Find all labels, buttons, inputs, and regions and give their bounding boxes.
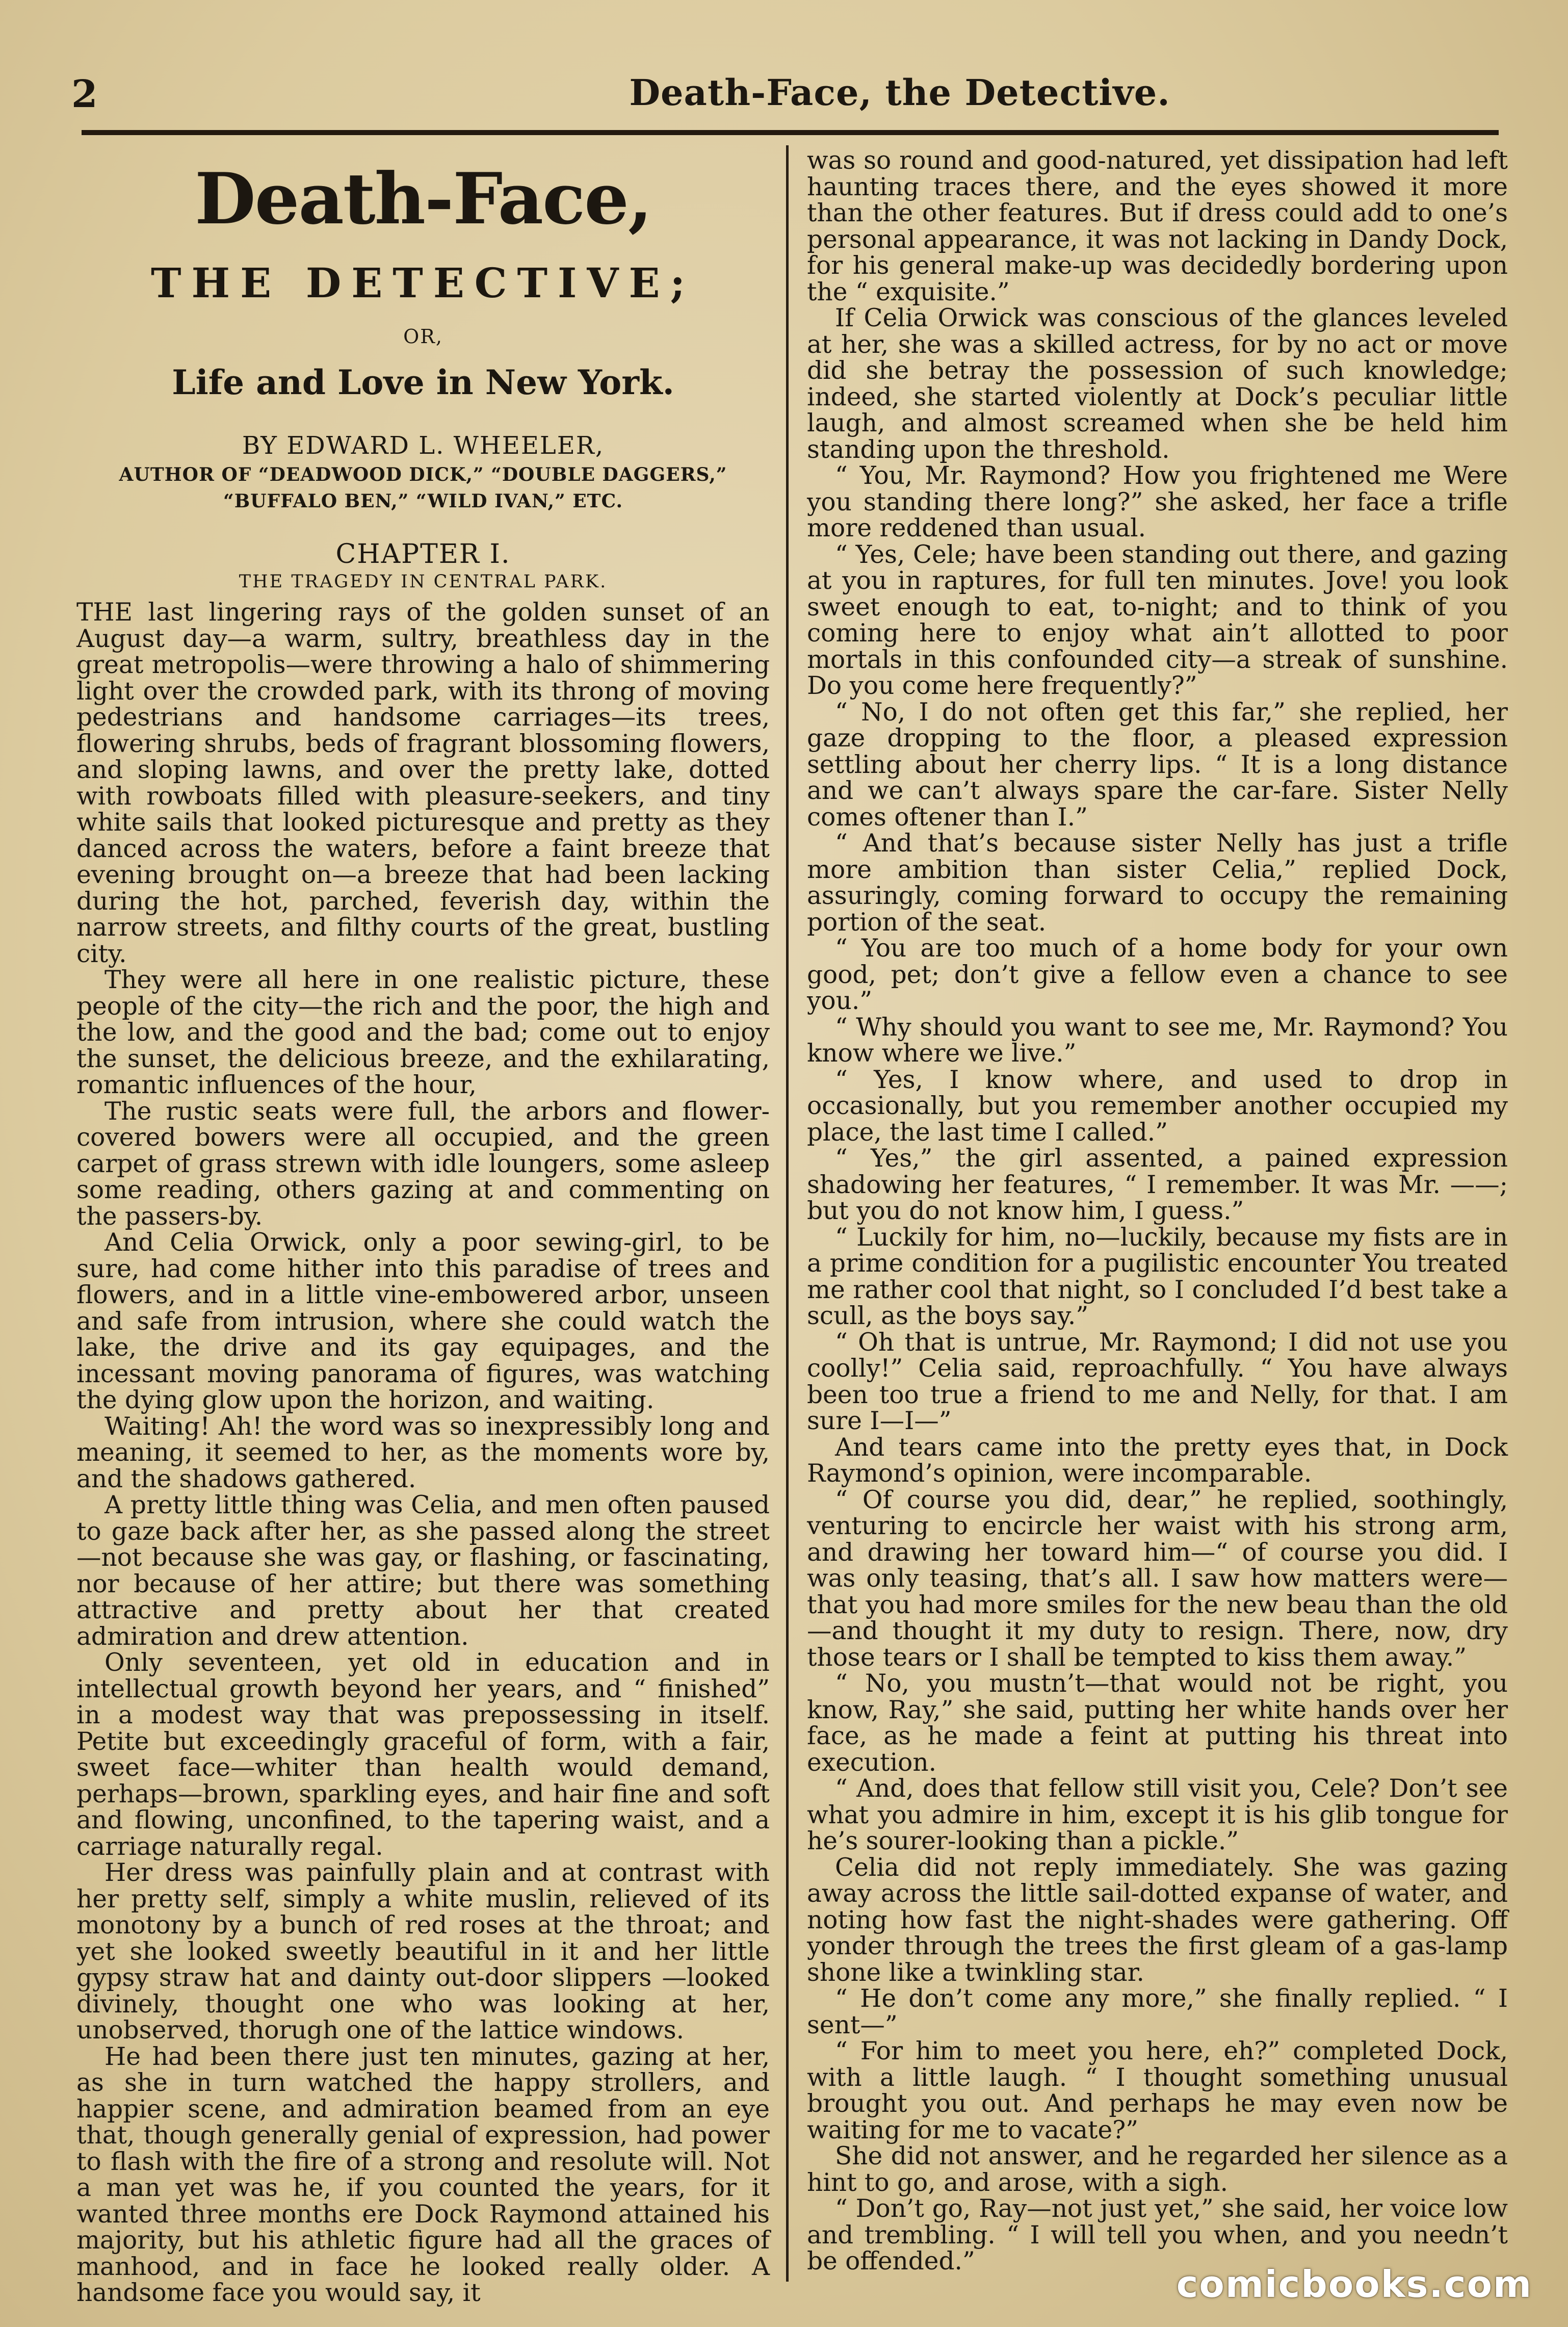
paragraph: “ Luckily for him, no—luckily, because my fists are in a prime condition for a pugilistic encounter You treated me rather cool that night, so I concluded I’d best take a scull, as the boys say.”	[807, 1223, 1508, 1330]
paragraph: “ Of course you did, dear,” he replied, soothingly, venturing to encircle her waist with his strong arm, and drawing her toward him—“ of course you did. I was only teasing, that’s all. I saw how matters were—that you had more smiles for the new beau than the old—and thought it my duty to resign. There, now, dry those tears or I shall be tempted to kiss them away.”	[807, 1485, 1508, 1672]
paragraph: THE last lingering rays of the golden sunset of an August day—a warm, sultry, breathless day in the great metropolis—were throwing a halo of shimmering light over the crowded park, with its throng of moving pedestrians and handsome carriages—its trees, flowering shrubs, beds of fragrant blossoming flowers, and sloping lawns, and over the pretty lake, dotted with rowboats filled with pleasure-seekers, and tiny white sails that looked picturesque and pretty as they danced across the waters, before a faint breeze that evening brought on—a breeze that had been lacking during the hot, parched, feverish day, within the narrow streets, and filthy courts of the great, bustling city.	[76, 598, 770, 968]
paragraph: He had been there just ten minutes, gazing at her, as she in turn watched the happy strollers, and happier scene, and admiration beamed from an eye that, though generally genial of expression, had power to flash with the fire of a strong and resolute will. Not a man yet was he, if you counted the years, for it wanted three months ere Dock Raymond attained his majority, but his athletic figure had all the graces of manhood, and in face he looked really older. A handsome face you would say, it	[76, 2042, 770, 2307]
author-of-line-2: “BUFFALO BEN,” “WILD IVAN,” ETC.	[223, 490, 623, 512]
story-subtitle: THE DETECTIVE;	[150, 259, 695, 307]
story-title: Death-Face,	[195, 157, 651, 240]
paragraph: And tears came into the pretty eyes that, in Dock Raymond’s opinion, were incomparable.	[807, 1433, 1508, 1488]
paragraph: They were all here in one realistic picture, these people of the city—the rich and the poor, the high and the low, and the good and the bad; come out to enjoy the sunset, the delicious breeze, and the exhilarating, romantic influences of the hour,	[76, 966, 770, 1099]
paragraph: And Celia Orwick, only a poor sewing-girl, to be sure, had come hither into this paradise of trees and flowers, and in a little vine-embowered arbor, unseen and safe from intrusion, where she could watch the lake, the drive and its gay equipages, and the incessant moving panorama of figures, was watching the dying glow upon the horizon, and waiting.	[76, 1228, 770, 1414]
page-number: 2	[71, 72, 98, 116]
paragraph: “ You, Mr. Raymond? How you frightened me Were you standing there long?” she asked, her face a trifle more reddened than usual.	[807, 461, 1508, 542]
paragraph: “ Why should you want to see me, Mr. Raymond? You know where we live.”	[807, 1013, 1508, 1068]
paragraph: If Celia Orwick was conscious of the glances leveled at her, she was a skilled actress, for by no act or move did she betray the possession of such knowledge; indeed, she started violently at Dock’s peculiar little laugh, and almost screamed when she be held him standing upon the threshold.	[807, 304, 1508, 464]
paragraph: “ And, does that fellow still visit you, Cele? Don’t see what you admire in him, except it is his glib tongue for he’s sourer-looking than a pickle.”	[807, 1774, 1508, 1855]
column-divider	[786, 145, 789, 2282]
paragraph: A pretty little thing was Celia, and men often paused to gaze back after her, as she passed along the street—not because she was gay, or flashing, or fascinating, nor because of her attire; but there was something attractive and pretty about her that created admiration and drew attention.	[76, 1491, 770, 1651]
header-rule	[82, 130, 1499, 135]
paragraph: Only seventeen, yet old in education and in intellectual growth beyond her years, and “ finished” in a modest way that was prepossessing in itself. Petite but exceedingly graceful of form, with a fair, sweet face—whiter than health would demand, perhaps—brown, sparkling eyes, and hair fine and soft and flowing, unconfined, to the tapering waist, and a carriage naturally regal.	[76, 1648, 770, 1861]
paragraph: “ You are too much of a home body for your own good, pet; don’t give a fellow even a chance to see you.”	[807, 934, 1508, 1015]
paragraph: “ He don’t come any more,” she finally replied. “ I sent—”	[807, 1984, 1508, 2039]
paragraph: “ And that’s because sister Nelly has just a trifle more ambition than sister Celia,” replied Dock, assuringly, coming forward to occupy the remaining portion of the seat.	[807, 829, 1508, 937]
paragraph: Celia did not reply immediately. She was gazing away across the little sail-dotted expanse of water, and noting how fast the night-shades were gathering. Off yonder through the trees the first gleam of a gas-lamp shone like a twinkling star.	[807, 1853, 1508, 1987]
paragraph: Her dress was painfully plain and at contrast with her pretty self, simply a white muslin, relieved of its monotony by a bunch of red roses at the throat; and yet she looked sweetly beautiful in it and her little gypsy straw hat and dainty out-door slippers —looked divinely, thought one who was looking at her, unobserved, thorugh one of the lattice windows.	[76, 1858, 770, 2045]
paragraph: “ For him to meet you here, eh?” completed Dock, with a little laugh. “ I thought something unusual brought you out. And perhaps he may even now be waiting for me to vacate?”	[807, 2037, 1508, 2144]
paragraph: “ No, you mustn’t—that would not be right, you know, Ray,” she said, putting her white hands over her face, as he made a feint at putting his threat into execution.	[807, 1669, 1508, 1777]
page-header	[66, 66, 1509, 122]
paragraph: “ Yes, I know where, and used to drop in occasionally, but you remember another occupied my place, the last time I called.”	[807, 1065, 1508, 1147]
chapter-heading: CHAPTER I.	[335, 539, 511, 570]
paragraph: “ Oh that is untrue, Mr. Raymond; I did not use you coolly!” Celia said, reproachfully. “ You have always been too true a friend to me and Nelly, for that. I am sure I—I—”	[807, 1328, 1508, 1435]
paragraph: The rustic seats were full, the arbors and flower-covered bowers were all occupied, and the green carpet of grass strewn with idle loungers, some asleep some reading, others gazing at and commenting on the passers-by.	[76, 1097, 770, 1231]
site-watermark: comicbooks.com	[1176, 2263, 1532, 2306]
paragraph: “ Yes,” the girl assented, a pained expression shadowing her features, “ I remember. It was Mr. ——; but you do not know him, I guess.”	[807, 1144, 1508, 1225]
paragraph: Waiting! Ah! the word was so inexpressibly long and meaning, it seemed to her, as the moments wore by, and the shadows gathered.	[76, 1412, 770, 1493]
alternate-title: Life and Love in New York.	[172, 363, 674, 402]
author-of-line-1: AUTHOR OF “DEADWOOD DICK,” “DOUBLE DAGGERS,”	[119, 464, 727, 485]
paragraph: was so round and good-natured, yet dissipation had left haunting traces there, and the eyes showed it more than the other features. But if dress could add to one’s personal appearance, it was not lacking in Dandy Dock, for his general make-up was decidedly bordering upon the “ exquisite.”	[807, 146, 1508, 306]
running-title: Death-Face, the Detective.	[629, 71, 1170, 114]
paragraph: “ Don’t go, Ray—not just yet,” she said, her voice low and trembling. “ I will tell you when, and you needn’t be offended.”	[807, 2194, 1508, 2276]
byline: BY EDWARD L. WHEELER,	[242, 431, 605, 460]
or-separator: OR,	[403, 325, 443, 348]
left-column	[76, 148, 770, 2307]
paragraph: “ No, I do not often get this far,” she replied, her gaze dropping to the floor, a pleased expression settling about her cherry lips. “ It is a long distance and we can’t always spare the car-fare. Sister Nelly comes oftener than I.”	[807, 697, 1508, 832]
right-column	[807, 148, 1508, 2275]
paragraph: “ Yes, Cele; have been standing out there, and gazing at you in raptures, for full ten minutes. Jove! you look sweet enough to eat, to-night; and to think of you coming here to enjoy what ain’t allotted to poor mortals in this confounded city—a streak of sunshine. Do you come here frequently?”	[807, 540, 1508, 700]
chapter-title: THE TRAGEDY IN CENTRAL PARK.	[239, 572, 608, 592]
paragraph: She did not answer, and he regarded her silence as a hint to go, and arose, with a sigh.	[807, 2142, 1508, 2197]
